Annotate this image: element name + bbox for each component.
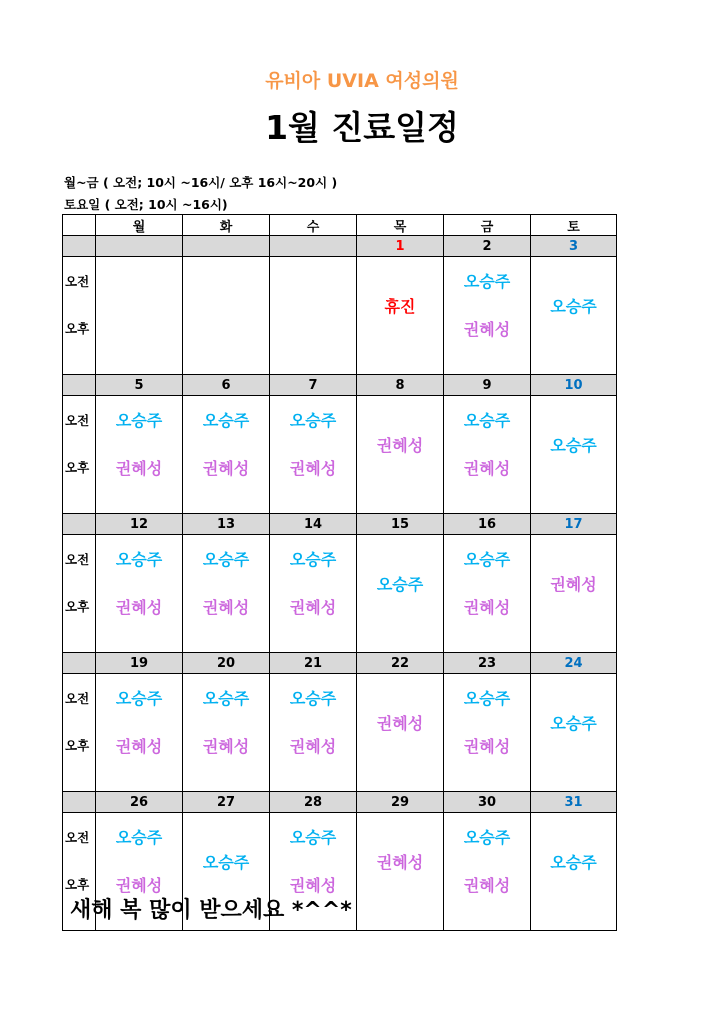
- date-cell: [96, 236, 183, 257]
- schedule-cell: [270, 535, 357, 653]
- schedule-calendar: [62, 214, 617, 931]
- am-label: 오전: [65, 274, 90, 289]
- schedule-row: [63, 257, 617, 375]
- fullday-doctor: 권혜성: [376, 714, 424, 733]
- date-row: [63, 514, 617, 535]
- weekday-header-cell: 목: [357, 215, 444, 236]
- schedule-row: [63, 535, 617, 653]
- session-label-cell: [63, 257, 96, 375]
- date-cell: 12: [96, 514, 183, 535]
- schedule-cell-content: [531, 813, 616, 930]
- fullday-doctor: 권혜성: [376, 853, 424, 872]
- date-cell: 9: [444, 375, 531, 396]
- date-row: [63, 236, 617, 257]
- schedule-cell: [444, 813, 531, 931]
- schedule-cell: [531, 813, 617, 931]
- schedule-cell: [444, 535, 531, 653]
- date-cell: 14: [270, 514, 357, 535]
- date-cell: 20: [183, 653, 270, 674]
- date-cell: 31: [531, 792, 617, 813]
- pm-doctor: 권혜성: [289, 459, 337, 478]
- am-doctor: 오승주: [115, 828, 163, 847]
- am-doctor: 오승주: [289, 828, 337, 847]
- schedule-cell: [96, 396, 183, 514]
- schedule-cell-content: [183, 396, 269, 513]
- schedule-cell: [270, 396, 357, 514]
- schedule-cell-content: [270, 396, 356, 513]
- schedule-cell: [270, 257, 357, 375]
- pm-doctor: 권혜성: [115, 459, 163, 478]
- pm-doctor: 권혜성: [202, 459, 250, 478]
- schedule-cell: [96, 535, 183, 653]
- schedule-cell: [183, 257, 270, 375]
- schedule-cell: [357, 257, 444, 375]
- fullday-doctor: 권혜성: [550, 575, 597, 594]
- pm-label: 오후: [65, 460, 90, 475]
- schedule-cell-content: [444, 257, 530, 374]
- am-doctor: 오승주: [202, 550, 250, 569]
- pm-doctor: 권혜성: [202, 737, 250, 756]
- weekday-header-cell: 토: [531, 215, 617, 236]
- schedule-cell-content: [444, 396, 530, 513]
- date-cell: 10: [531, 375, 617, 396]
- am-doctor: 오승주: [289, 550, 337, 569]
- am-label: 오전: [65, 413, 90, 428]
- fullday-doctor: 오승주: [376, 575, 424, 594]
- pm-doctor: 권혜성: [115, 737, 163, 756]
- schedule-cell: [531, 674, 617, 792]
- schedule-cell: [96, 674, 183, 792]
- schedule-cell-content: [444, 535, 530, 652]
- session-label-cell: [63, 674, 96, 792]
- fullday-doctor: 오승주: [550, 714, 597, 733]
- am-doctor: 오승주: [463, 689, 511, 708]
- schedule-cell: [444, 674, 531, 792]
- pm-label: 오후: [65, 599, 90, 614]
- date-cell: 21: [270, 653, 357, 674]
- am-doctor: 오승주: [115, 550, 163, 569]
- weekday-hours: 월~금 ( 오전; 10시 ~16시/ 오후 16시~20시 ): [64, 175, 338, 190]
- am-doctor: 오승주: [202, 689, 250, 708]
- session-label-cell: [63, 396, 96, 514]
- schedule-row: [63, 396, 617, 514]
- am-doctor: 오승주: [463, 828, 511, 847]
- pm-doctor: 권혜성: [463, 598, 511, 617]
- fullday-doctor: 오승주: [550, 297, 597, 316]
- schedule-cell-content: [444, 674, 530, 791]
- date-cell: 30: [444, 792, 531, 813]
- schedule-cell-content: [357, 257, 443, 374]
- schedule-cell: [444, 396, 531, 514]
- clinic-name: 유비아 UVIA 여성의원: [265, 70, 459, 92]
- date-row-corner: [63, 653, 96, 674]
- date-cell: 8: [357, 375, 444, 396]
- date-cell: 22: [357, 653, 444, 674]
- date-cell: 7: [270, 375, 357, 396]
- date-cell: 27: [183, 792, 270, 813]
- pm-doctor: 권혜성: [289, 876, 337, 895]
- schedule-cell: [183, 396, 270, 514]
- schedule-cell-content: [183, 674, 269, 791]
- schedule-cell-content: [96, 674, 182, 791]
- date-cell: 28: [270, 792, 357, 813]
- page-title: 1월 진료일정: [265, 108, 459, 147]
- date-row-corner: [63, 375, 96, 396]
- date-cell: 6: [183, 375, 270, 396]
- session-label-cell: [63, 535, 96, 653]
- schedule-cell-content: [270, 674, 356, 791]
- weekday-header-cell: 화: [183, 215, 270, 236]
- am-label: 오전: [65, 691, 90, 706]
- date-cell: [183, 236, 270, 257]
- am-doctor: 오승주: [463, 550, 511, 569]
- schedule-cell-content: [96, 535, 182, 652]
- schedule-cell-content: [531, 674, 616, 791]
- schedule-cell-content: [531, 396, 616, 513]
- pm-doctor: 권혜성: [463, 459, 511, 478]
- pm-doctor: 권혜성: [202, 598, 250, 617]
- pm-doctor: 권혜성: [289, 737, 337, 756]
- date-cell: 29: [357, 792, 444, 813]
- weekday-header-cell: 수: [270, 215, 357, 236]
- schedule-cell: [357, 535, 444, 653]
- am-doctor: 오승주: [115, 689, 163, 708]
- schedule-row: [63, 674, 617, 792]
- schedule-cell-content: [357, 813, 443, 930]
- schedule-cell: [531, 535, 617, 653]
- date-cell: 3: [531, 236, 617, 257]
- fullday-doctor: 휴진: [384, 297, 416, 316]
- pm-label: 오후: [65, 321, 90, 336]
- am-label: 오전: [65, 830, 90, 845]
- schedule-cell-content: [96, 396, 182, 513]
- fullday-doctor: 오승주: [550, 436, 597, 455]
- date-cell: 2: [444, 236, 531, 257]
- schedule-cell: [357, 813, 444, 931]
- date-cell: 15: [357, 514, 444, 535]
- schedule-cell-content: [531, 535, 616, 652]
- schedule-cell-content: [444, 813, 530, 930]
- date-cell: 16: [444, 514, 531, 535]
- fullday-doctor: 오승주: [550, 853, 597, 872]
- weekday-header-cell: 월: [96, 215, 183, 236]
- schedule-cell-content: [270, 535, 356, 652]
- saturday-hours: 토요일 ( 오전; 10시 ~16시): [64, 197, 228, 212]
- schedule-cell: [357, 674, 444, 792]
- fullday-doctor: 오승주: [202, 853, 250, 872]
- date-cell: 24: [531, 653, 617, 674]
- schedule-cell-content: [270, 257, 356, 374]
- date-row: [63, 375, 617, 396]
- schedule-cell-content: [183, 257, 269, 374]
- pm-doctor: 권혜성: [115, 876, 163, 895]
- pm-doctor: 권혜성: [463, 737, 511, 756]
- schedule-cell-content: [357, 396, 443, 513]
- schedule-cell: [444, 257, 531, 375]
- date-cell: 5: [96, 375, 183, 396]
- schedule-cell-content: [96, 257, 182, 374]
- date-cell: 26: [96, 792, 183, 813]
- date-cell: [270, 236, 357, 257]
- schedule-cell-content: [183, 535, 269, 652]
- am-doctor: 오승주: [202, 411, 250, 430]
- schedule-cell: [531, 396, 617, 514]
- pm-label: 오후: [65, 738, 90, 753]
- date-cell: 1: [357, 236, 444, 257]
- weekday-header-cell: 금: [444, 215, 531, 236]
- fullday-doctor: 권혜성: [376, 436, 424, 455]
- schedule-cell: [183, 674, 270, 792]
- am-doctor: 오승주: [289, 411, 337, 430]
- pm-doctor: 권혜성: [463, 876, 511, 895]
- date-cell: 13: [183, 514, 270, 535]
- pm-doctor: 권혜성: [463, 320, 511, 339]
- schedule-cell: [183, 535, 270, 653]
- schedule-cell: [270, 674, 357, 792]
- schedule-cell: [96, 257, 183, 375]
- schedule-cell: [357, 396, 444, 514]
- weekday-header-row: [63, 215, 617, 236]
- date-cell: 23: [444, 653, 531, 674]
- schedule-cell: [531, 257, 617, 375]
- date-row: [63, 653, 617, 674]
- date-row-corner: [63, 792, 96, 813]
- date-row: [63, 792, 617, 813]
- date-row-corner: [63, 236, 96, 257]
- new-year-greeting: 새해 복 많이 받으세요 *^^*: [70, 898, 352, 923]
- am-doctor: 오승주: [115, 411, 163, 430]
- schedule-cell-content: [357, 674, 443, 791]
- pm-doctor: 권혜성: [115, 598, 163, 617]
- date-cell: 17: [531, 514, 617, 535]
- am-doctor: 오승주: [289, 689, 337, 708]
- corner-cell: [63, 215, 96, 236]
- pm-doctor: 권혜성: [289, 598, 337, 617]
- schedule-cell-content: [531, 257, 616, 374]
- am-doctor: 오승주: [463, 411, 511, 430]
- date-row-corner: [63, 514, 96, 535]
- am-label: 오전: [65, 552, 90, 567]
- schedule-cell-content: [357, 535, 443, 652]
- date-cell: 19: [96, 653, 183, 674]
- pm-label: 오후: [65, 877, 90, 892]
- am-doctor: 오승주: [463, 272, 511, 291]
